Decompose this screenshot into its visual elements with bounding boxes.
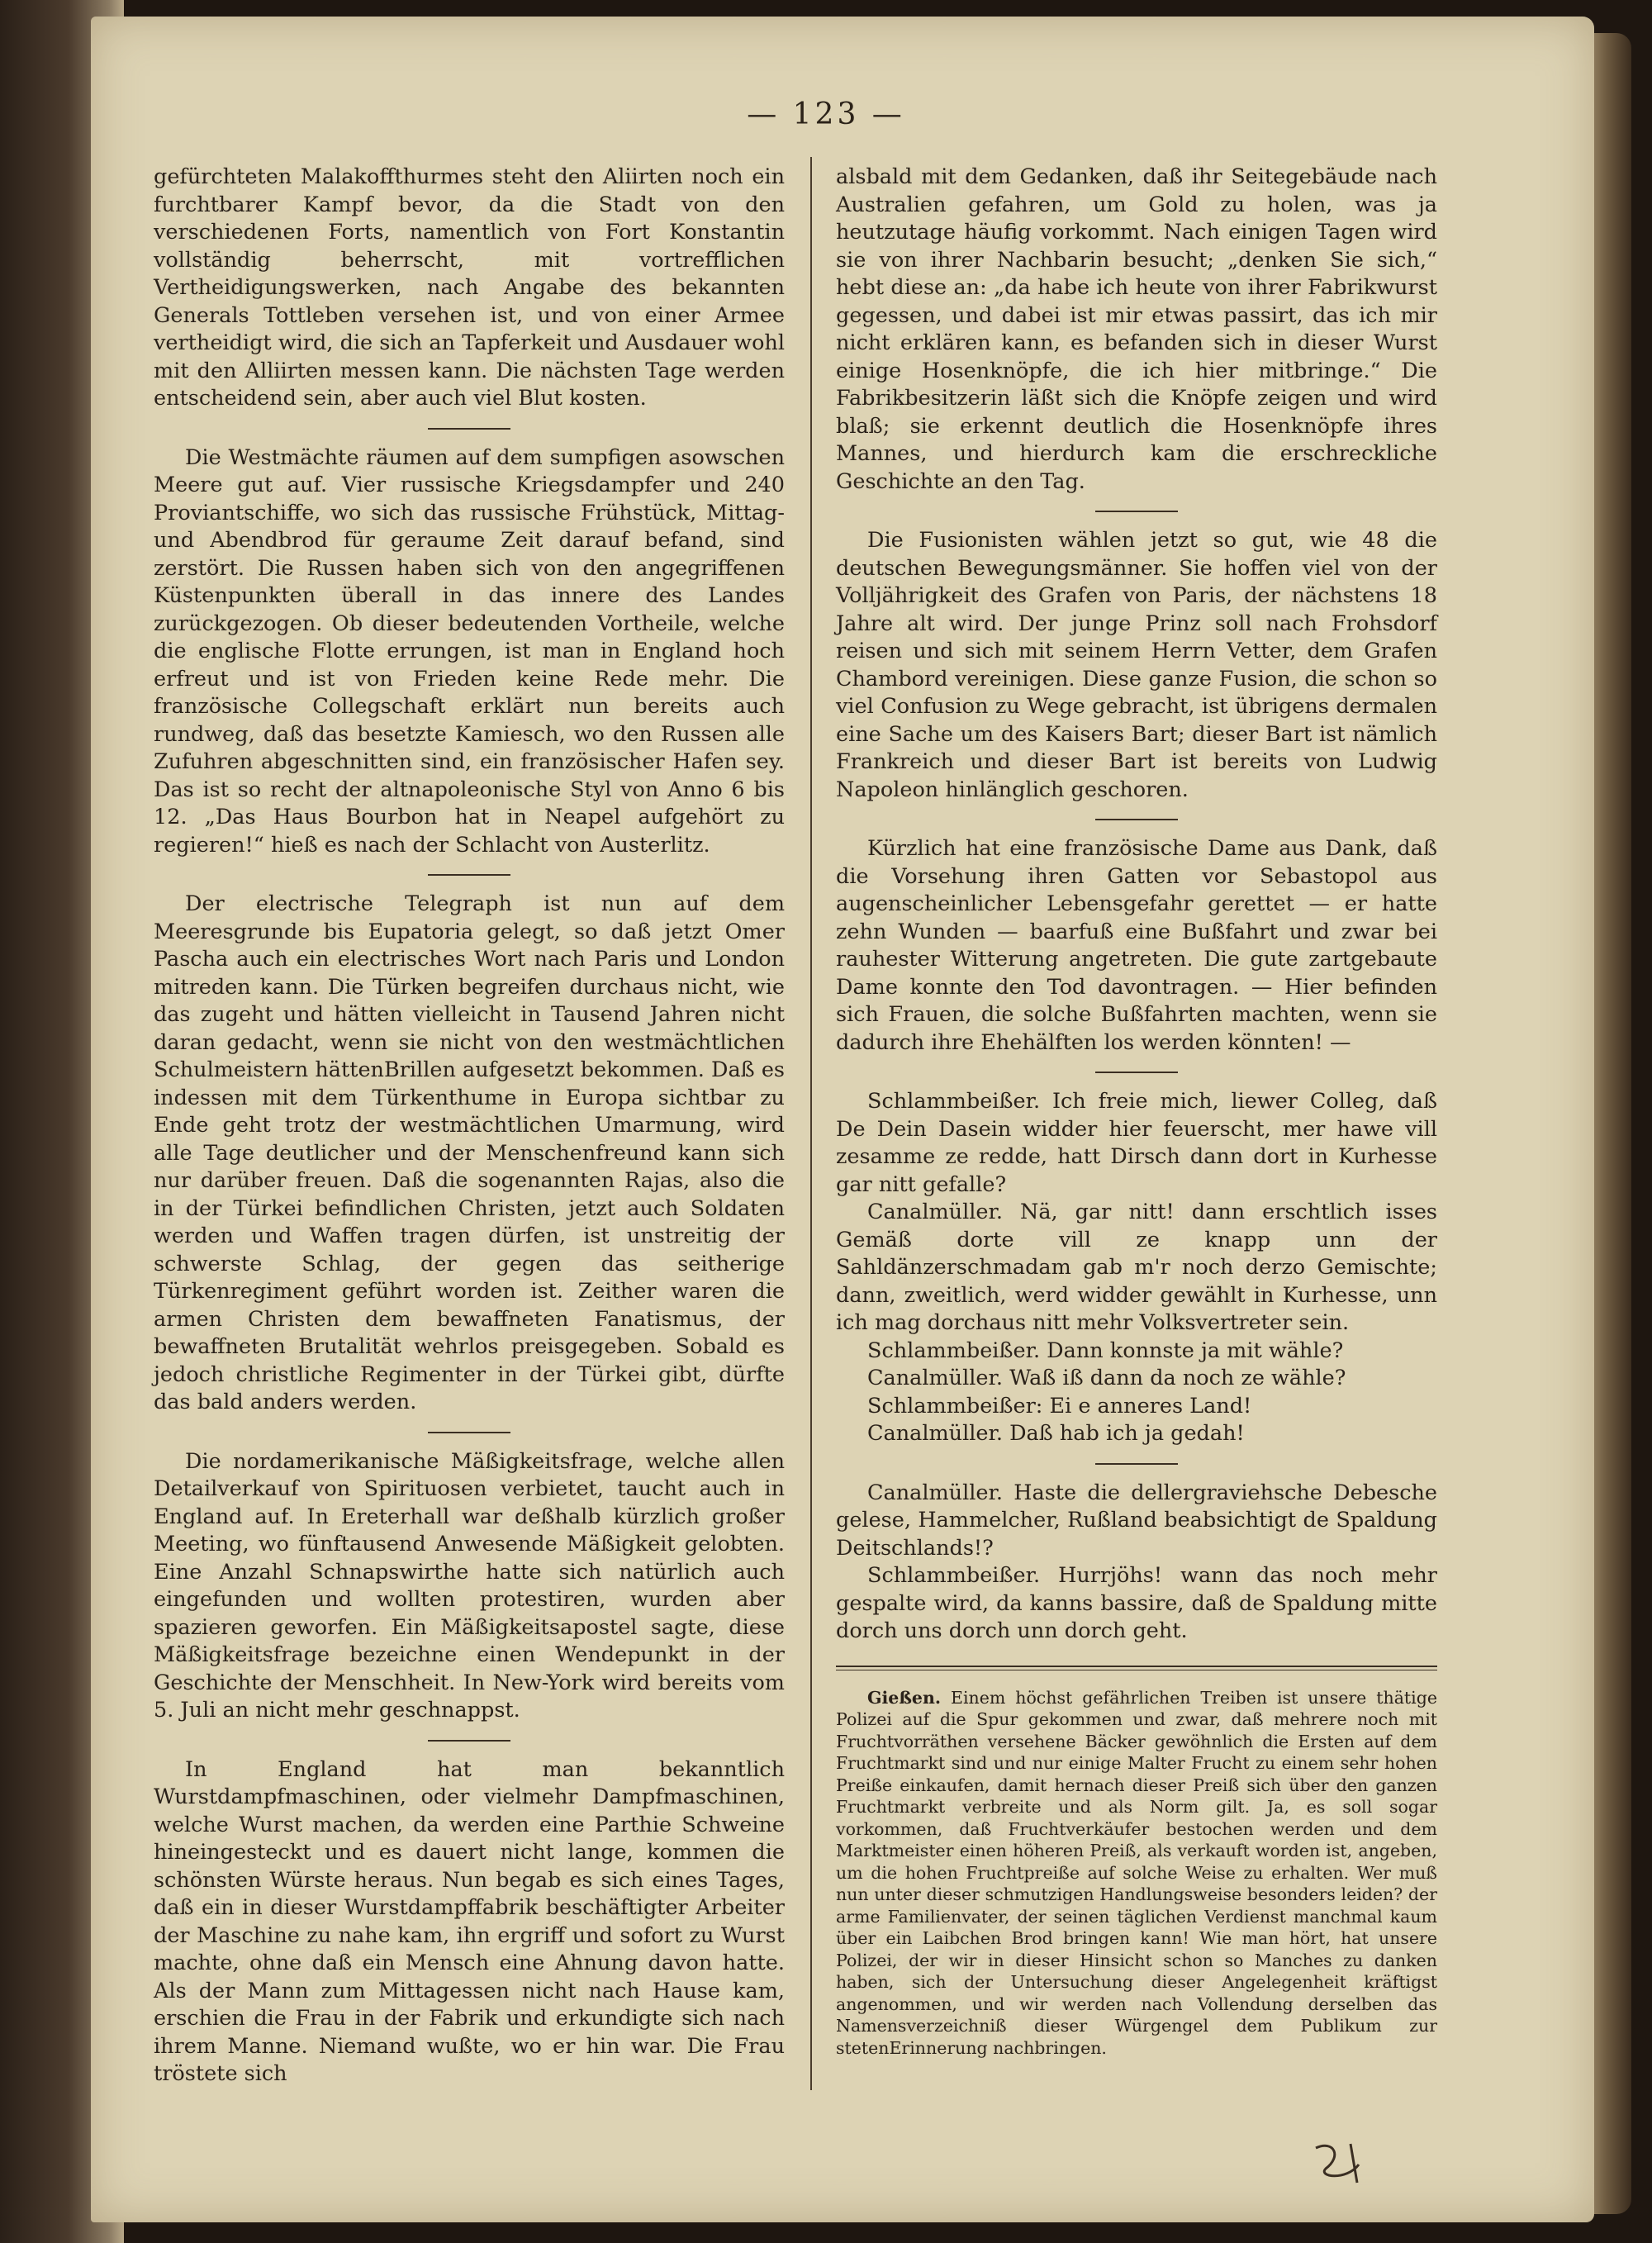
dialog-line: Canalmüller. Haste die dellergraviehsche Debesche gelese, Hammelcher, Rußland beabsichtigt de Spaldung Deitschlands!? — [836, 1480, 1437, 1561]
left-column — [154, 164, 785, 2089]
dialog-line: Schlammbeißer. Hurrjöhs! wann das noch mehr gespalte wird, da kanns bassire, daß de Spaldung mitte dorch uns dorch unn dorch geht. — [836, 1563, 1437, 1643]
notice-text: Einem höchst gefährlichen Treiben ist unsere thätige Polizei auf die Spur gekommen und zwar, daß mehrere noch mit Fruchtvorräthen versehene Bäcker gewöhnlich die Ersten auf dem Fruchtmarkt sind und nur einige Malter Frucht zu einem sehr hohen Preiße einkaufen, damit hernach dieser Preiß sich über den ganzen Fruchtmarkt verbreite und als Norm gilt. Ja, es soll sogar vorkommen, daß Fruchtverkäufer bestochen werden und dem Marktmeister einen höheren Preiß, als verkauft worden ist, angeben, um die hohen Fruchtpreiße auf solche Weise zu erhalten. Wer muß nun unter dieser schmutzigen Handlungsweise besonders leiden? der arme Familienvater, der seinen täglichen Verdienst manchmal kaum über ein Laibchen Brod bringen kann! Wie man hört, hat unsere Polizei, der wir in dieser Hinsicht schon so Manches zu danken haben, sich der Untersuchung dieser Angelegenheit kräftigst angenommen, und wir werden nach Vollendung derselben das Namensverzeichniß dieser Würgengel dem Publikum zur stetenErinnerung nachbringen. — [836, 1687, 1437, 2058]
article-maessigkeit: Die nordamerikanische Mäßigkeitsfrage, welche allen Detailverkauf von Spirituosen verbietet, taucht auch in England auf. In Ereterhall war deßhalb kürzlich großer Meeting, wo fünftausend Anwesende Mäßigkeit gelobten. Eine Anzahl Schnapswirthe hatte sich natürlich auch eingefunden und wollten protestiren, wurden aber spazieren geworfen. Ein Mäßigkeitsapostel sagte, diese Mäßigkeitsfrage bezeichne einen Wendepunkt in der Geschichte der Menschheit. In New-York wird bereits vom 5. Juli an nicht mehr geschnappst. — [154, 1448, 785, 1723]
right-column — [836, 164, 1437, 2059]
separator — [428, 428, 510, 430]
dialog-line: Canalmüller. Waß iß dann da noch ze wähle? — [867, 1366, 1346, 1390]
column-divider — [810, 157, 812, 2090]
handwritten-mark — [1309, 2131, 1375, 2189]
article-wurst-continued: alsbald mit dem Gedanken, daß ihr Seitegebäude nach Australien gefahren, um Gold zu holen, was ja heutzutage häufig vorkommt. Nach einigen Tagen wird sie von ihrer Nachbarin besucht; „denken Sie sich,“ hebt diese an: „da habe ich heute von ihrer Fabrikwurst gegessen, und dabei ist mir etwas passirt, das ich mir nicht erklären kann, es befanden sich in dieser Wurst einige Hosenknöpfe, die ich hier mitbringe.“ Die Fabrikbesitzerin läßt sich die Knöpfe zeigen und wird blaß; sie erkennt deutlich die Hosenknöpfe ihres Mannes, und hierdurch kam die erschreckliche Geschichte an den Tag. — [836, 164, 1437, 494]
separator — [1095, 1072, 1178, 1073]
dialog-line: Canalmüller. Daß hab ich ja gedah! — [867, 1421, 1245, 1446]
article-malakoff: gefürchteten Malakoffthurmes steht den Aliirten noch ein furchtbarer Kampf bevor, da die Stadt von den verschiedenen Forts, namentlich von Fort Konstantin vollständig beherrscht, mit vortrefflichen Vertheidigungswerken, nach Angabe des bekannten Generals Tottleben versehen ist, und von einer Armee vertheidigt wird, die sich an Tapferkeit und Ausdauer wohl mit den Alliirten messen kann. Die nächsten Tage werden entscheidend sein, aber auch viel Blut kosten. — [154, 164, 785, 411]
notice-lead: Gießen. — [867, 1687, 941, 1708]
separator — [428, 1740, 510, 1742]
article-dame: Kürzlich hat eine französische Dame aus Dank, daß die Vorsehung ihren Gatten vor Sebastopol aus augenscheinlicher Lebensgefahr gerettet — er hatte zehn Wunden — baarfuß eine Bußfahrt und zwar bei rauhester Witterung angetreten. Die gute zartgebaute Dame konnte den Tod davontragen. — Hier befinden sich Frauen, die solche Bußfahrten machten, wenn sie dadurch ihre Ehehälften los werden könnten! — — [836, 836, 1437, 1055]
article-telegraph: Der electrische Telegraph ist nun auf dem Meeresgrunde bis Eupatoria gelegt, so daß jetzt Omer Pascha auch ein electrisches Wort nach Paris und London mitreden kann. Die Türken begreifen durchaus nicht, wie das zugeht und hätten vielleicht in Tausend Jahren nicht daran gedacht, wenn sie nicht von den westmächtlichen Schulmeistern hättenBrillen aufgesetzt bekommen. Daß es indessen mit dem Türkenthume in Europa sichtbar zu Ende geht trotz der westmächtlichen Umarmung, wird alle Tage deutlicher und der Menschenfreund kann sich nur darüber freuen. Daß die sogenannten Rajas, also die in der Türkei befindlichen Christen, jetzt auch Soldaten werden und Waffen tragen dürfen, ist unstreitig der schwerste Schlag, der gegen das seitherige Türkenregiment geführt worden ist. Zeither waren die armen Christen dem bewaffneten Fanatismus, der bewaffneten Brutalität wehrlos preisgegeben. Sobald es jedoch christliche Regimenter in der Türkei gibt, dürfte das bald anders werden. — [154, 891, 785, 1414]
article-westmaechte: Die Westmächte räumen auf dem sumpfigen asowschen Meere gut auf. Vier russische Kriegsdampfer und 240 Proviantschiffe, wo sich das russische Frühstück, Mittag- und Abendbrod für geraume Zeit darauf befand, sind zerstört. Die Russen haben sich von den angegriffenen Küstenpunkten überall in das innere des Landes zurückgezogen. Ob dieser bedeutenden Vortheile, welche die englische Flotte errungen, ist man in England hoch erfreut und ist von Frieden keine Rede mehr. Die französische Collegschaft erklärt nun bereits auch rundweg, daß das besetzte Kamiesch, wo den Russen alle Zufuhren abgeschnitten sind, ein französischer Hafen sey. Das ist so recht der altnapoleonische Styl von Anno 6 bis 12. „Das Haus Bourbon hat in Neapel aufgehört zu regieren!“ hieß es nach der Schlacht von Austerlitz. — [154, 444, 785, 858]
section-rule — [836, 1666, 1437, 1670]
separator — [1095, 511, 1178, 512]
article-fusionisten: Die Fusionisten wählen jetzt so gut, wie 48 die deutschen Bewegungsmänner. Sie hoffen viel von der Volljährigkeit des Grafen von Paris, der nächstens 18 Jahre alt wird. Der junge Prinz soll nach Frohsdorf reisen und sich mit seinem Herrn Vetter, dem Grafen Chambord vereinigen. Diese ganze Fusion, die schon so viel Confusion zu Wege gebracht, ist übrigens dermalen eine Sache um des Kaisers Bart; dieser Bart ist nämlich Frankreich und dieser Bart ist bereits von Ludwig Napoleon hinlänglich geschoren. — [836, 528, 1437, 802]
article-wurstdampf: In England hat man bekanntlich Wurstdampfmaschinen, oder vielmehr Dampfmaschinen, welche Wurst machen, da werden eine Parthie Schweine hineingesteckt und es dauert nicht lange, kommen die schönsten Würste heraus. Nun begab es sich eines Tages, daß ein in dieser Wurstdampffabrik beschäftigter Arbeiter der Maschine zu nahe kam, ihn ergriff und sofort zu Wurst machte, ohne daß ein Mensch eine Ahnung davon hatte. Als der Mann zum Mittagessen nicht nach Hause kam, erschien die Frau in der Fabrik und erkundigte sich nach ihrem Manne. Niemand wußte, wo er hin war. Die Frau tröstete sich — [154, 1756, 785, 2086]
dialog-line: Schlammbeißer. Ich freie mich, liewer Colleg, daß De Dein Dasein widder hier feuerscht, mer hawe vill zesamme ze redde, hatt Dirsch dann dort in Kurhesse gar nitt gefalle? — [836, 1089, 1437, 1197]
separator — [1095, 819, 1178, 820]
dialog-line: Canalmüller. Nä, gar nitt! dann erschtlich isses Gemäß dorte vill ze knapp unn der Sahldänzerschmadam gab m'r noch derzo Gemischte; dann, zweitlich, werd widder gewählt in Kurhesse, unn ich mag dorchaus nitt mehr Volksvertreter sein. — [836, 1200, 1437, 1335]
separator — [428, 1432, 510, 1433]
dialog-line: Schlammbeißer. Dann konnste ja mit wähle? — [867, 1338, 1344, 1363]
notice-giessen — [836, 1687, 1437, 2060]
dialog-line: Schlammbeißer: Ei e anneres Land! — [867, 1393, 1252, 1419]
separator — [428, 874, 510, 876]
page-number: — 123 — — [747, 97, 905, 131]
separator — [1095, 1463, 1178, 1465]
